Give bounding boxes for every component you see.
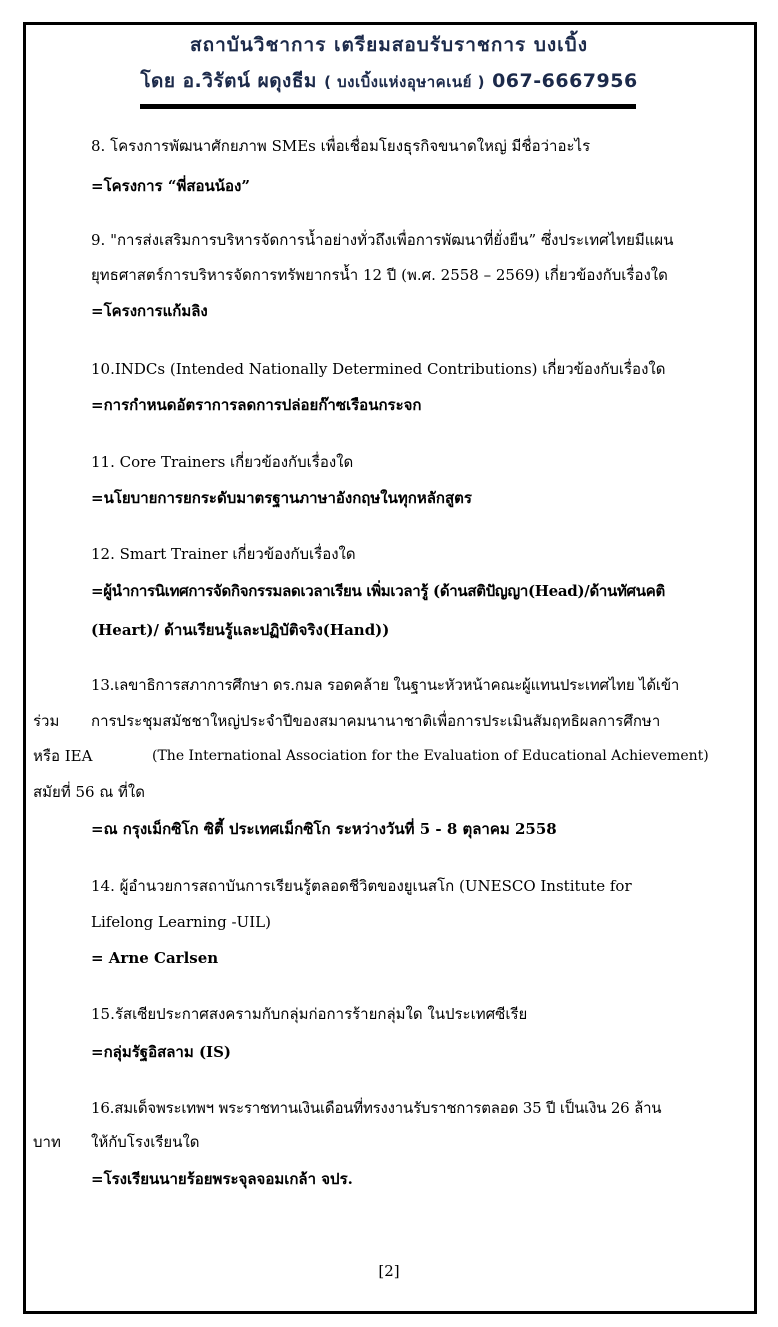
question-14-line2: Lifelong Learning -UIL) bbox=[91, 913, 271, 931]
question-11: 11. Core Trainers เกี่ยวข้องกับเรื่องใด bbox=[91, 453, 354, 471]
question-13-wrap2: หรือ IEA bbox=[33, 747, 93, 765]
question-12: 12. Smart Trainer เกี่ยวข้องกับเรื่องใด bbox=[91, 545, 356, 563]
question-13-line2: การประชุมสมัชชาใหญ่ประจำปีของสมาคมนานาชาติเพื่อการประเมินสัมฤทธิผลการศึกษา bbox=[91, 712, 661, 730]
question-15: 15.รัสเซียประกาศสงครามกับกลุ่มก่อการร้ายกลุ่มใด ในประเทศซีเรีย bbox=[91, 1005, 528, 1023]
question-13-line4: สมัยที่ 56 ณ ที่ใด bbox=[33, 783, 145, 801]
question-16-wrap: บาท bbox=[33, 1133, 61, 1151]
question-9-line2: ยุทธศาสตร์การบริหารจัดการทรัพยากรน้ำ 12 ปี (พ.ศ. 2558 – 2569) เกี่ยวข้องกับเรื่องใด bbox=[91, 266, 668, 284]
answer-8: =โครงการ “พี่สอนน้อง” bbox=[91, 177, 250, 195]
question-9-line1: 9. "การส่งเสริมการบริหารจัดการน้ำอย่างทั่วถึงเพื่อการพัฒนาที่ยั่งยืน” ซึ่งประเทศไทยมีแผน bbox=[91, 231, 674, 249]
question-13-wrap1: ร่วม bbox=[33, 712, 60, 730]
header-divider bbox=[140, 104, 636, 109]
question-14-line1: 14. ผู้อำนวยการสถาบันการเรียนรู้ตลอดชีวิตของยูเนสโก (UNESCO Institute for bbox=[91, 877, 632, 895]
answer-11: =นโยบายการยกระดับมาตรฐานภาษาอังกฤษในทุกหลักสูตร bbox=[91, 489, 472, 507]
question-10: 10.INDCs (Intended Nationally Determined Contributions) เกี่ยวข้องกับเรื่องใด bbox=[91, 360, 666, 378]
answer-12-line2: (Heart)/ ด้านเรียนรู้และปฏิบัติจริง(Hand)) bbox=[91, 621, 390, 639]
answer-16: =โรงเรียนนายร้อยพระจุลจอมเกล้า จปร. bbox=[91, 1170, 353, 1188]
institute-title: สถาบันวิชาการ เตรียมสอบรับราชการ บงเบิ้ง bbox=[189, 34, 588, 56]
answer-10: =การกำหนดอัตราการลดการปล่อยก๊าซเรือนกระจก bbox=[91, 396, 422, 414]
answer-15: =กลุ่มรัฐอิสลาม (IS) bbox=[91, 1043, 231, 1061]
answer-12-line1: =ผู้นำการนิเทศการจัดกิจกรรมลดเวลาเรียน เพิ่มเวลารู้ (ด้านสติปัญญา(Head)/ด้านทัศนคติ bbox=[91, 582, 665, 600]
author-name: โดย อ.วิรัตน์ ผดุงธีม bbox=[140, 70, 317, 92]
question-13-line3: (The International Association for the Evaluation of Educational Achievement) bbox=[152, 748, 709, 764]
page-number: [2] bbox=[378, 1262, 400, 1280]
question-13-line1: 13.เลขาธิการสภาการศึกษา ดร.กมล รอดคล้าย ในฐานะหัวหน้าคณะผู้แทนประเทศไทย ได้เข้า bbox=[91, 676, 680, 694]
answer-9: =โครงการแก้มลิง bbox=[91, 302, 208, 320]
page-border bbox=[23, 22, 757, 1314]
question-8: 8. โครงการพัฒนาศักยภาพ SMEs เพื่อเชื่อมโยงธุรกิจขนาดใหญ่ มีชื่อว่าอะไร bbox=[91, 137, 591, 155]
question-16-line1: 16.สมเด็จพระเทพฯ พระราชทานเงินเดือนที่ทรงงานรับราชการตลอด 35 ปี เป็นเงิน 26 ล้าน bbox=[91, 1099, 662, 1117]
answer-13: =ณ กรุงเม็กซิโก ซิตี้ ประเทศเม็กซิโก ระหว่างวันที่ 5 - 8 ตุลาคม 2558 bbox=[91, 820, 557, 838]
answer-14: = Arne Carlsen bbox=[91, 949, 219, 967]
question-16-line2: ให้กับโรงเรียนใด bbox=[91, 1133, 200, 1151]
author-alias: ( บงเบิ้งแห่งอุษาคเนย์ ) bbox=[324, 73, 485, 91]
author-line bbox=[0, 66, 778, 96]
phone-number: 067-6667956 bbox=[492, 70, 638, 92]
